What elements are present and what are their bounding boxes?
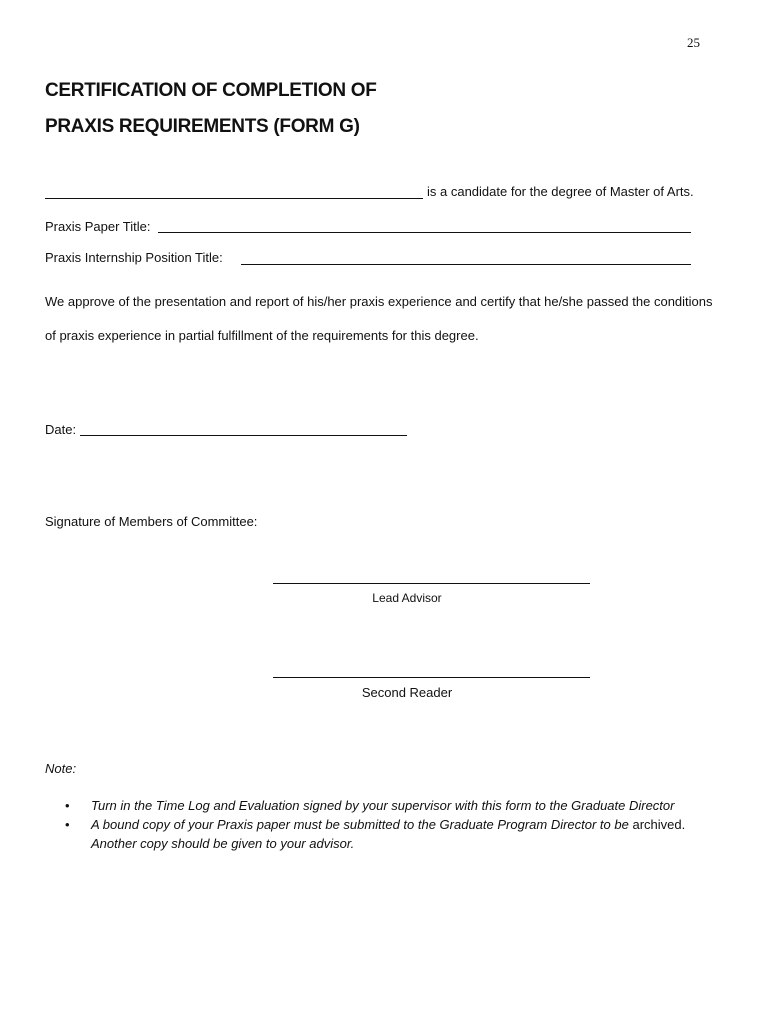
praxis-paper-title-label: Praxis Paper Title: — [45, 219, 151, 234]
second-reader-signature-line[interactable] — [273, 677, 590, 678]
note-text: A bound copy of your Praxis paper must be submitted to the Graduate Program Director to be — [91, 817, 629, 832]
lead-advisor-signature-line[interactable] — [273, 583, 590, 584]
notes-list — [65, 796, 725, 853]
praxis-internship-title-field[interactable] — [241, 264, 691, 265]
lead-advisor-label: Lead Advisor — [372, 591, 442, 605]
praxis-internship-title-label: Praxis Internship Position Title: — [45, 250, 223, 265]
candidate-name-field[interactable] — [45, 198, 423, 199]
praxis-paper-title-field[interactable] — [158, 232, 691, 233]
note-label: Note: — [45, 761, 77, 776]
form-title — [45, 73, 377, 145]
bullet-icon: • — [65, 817, 70, 832]
second-reader-label: Second Reader — [361, 685, 453, 700]
note-text-continued: Another copy should be given to your advisor. — [91, 836, 355, 851]
list-item — [65, 796, 725, 815]
candidate-text: is a candidate for the degree of Master of Arts. — [427, 184, 694, 199]
form-title-line-2: PRAXIS REQUIREMENTS (FORM G) — [45, 116, 360, 137]
note-text-plain: archived. — [628, 817, 686, 832]
signature-label: Signature of Members of Committee: — [45, 514, 258, 529]
note-text: Turn in the Time Log and Evaluation signed by your supervisor with this form to the Graduate Director — [91, 798, 675, 813]
date-label: Date: — [45, 422, 77, 437]
page-number: 25 — [687, 35, 700, 50]
form-title-line-1: CERTIFICATION OF COMPLETION OF — [45, 80, 377, 101]
list-item — [65, 815, 725, 853]
date-field[interactable] — [80, 435, 407, 436]
approval-statement: We approve of the presentation and report of his/her praxis experience and certify that he/she passed the conditions of praxis experience in partial fulfillment of the requirements for this degree. — [45, 294, 713, 343]
bullet-icon: • — [65, 798, 70, 813]
